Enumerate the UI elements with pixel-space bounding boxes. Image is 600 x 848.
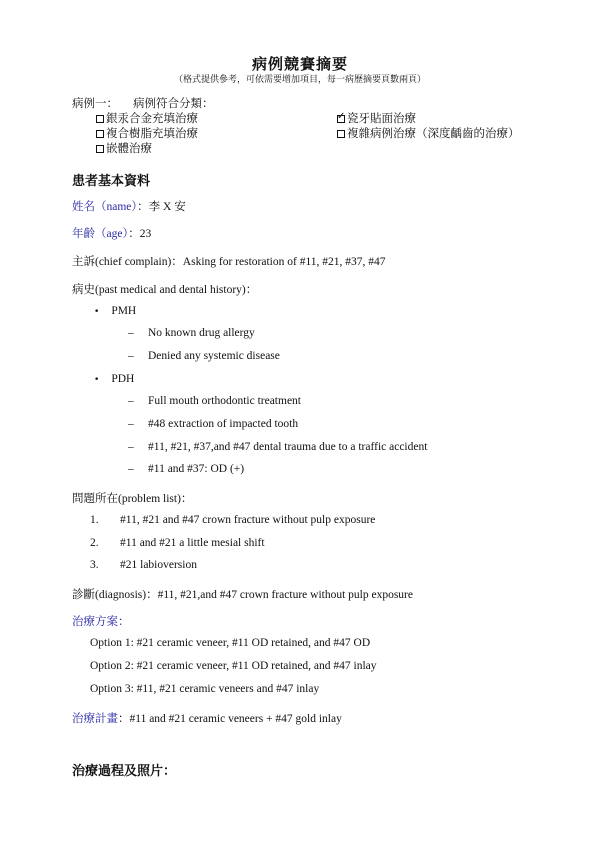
list-item: – Denied any systemic disease: [128, 350, 280, 362]
bullet-icon: •: [94, 307, 100, 317]
problem-item: 2. #11 and #21 a little mesial shift: [90, 537, 265, 549]
age-label: 年齡（age）: [72, 228, 129, 240]
age-row: [72, 225, 151, 241]
problem-item: 3. #21 labioversion: [90, 559, 197, 571]
page-subtitle: （格式提供參考，可依需要增加項目，每一病歷摘要頁數兩頁）: [173, 74, 426, 84]
dash-icon: –: [128, 441, 134, 453]
checkbox[interactable]: [96, 115, 104, 123]
age-value: 23: [139, 228, 152, 240]
checkbox[interactable]: [96, 130, 104, 138]
plan-sep: ：: [118, 713, 130, 725]
list-item: – #48 extraction of impacted tooth: [128, 418, 299, 430]
dash-icon: –: [128, 418, 134, 430]
option-composite[interactable]: [96, 125, 198, 141]
treatment-plan: [72, 710, 342, 726]
plan-label: 治療計畫: [72, 713, 118, 725]
pmh-item: [94, 305, 136, 317]
pdh-label: PDH: [111, 373, 135, 385]
dash-icon: –: [128, 395, 134, 407]
name-sep: ：: [137, 201, 149, 213]
option-inlay[interactable]: [96, 140, 152, 156]
age-sep: ：: [128, 228, 140, 240]
dash-icon: –: [128, 350, 134, 362]
treatment-option: Option 2: #21 ceramic veneer, #11 OD retained, and #47 inlay: [90, 660, 377, 672]
option-label: 銀汞合金充填治療: [106, 113, 198, 125]
checkbox[interactable]: [337, 130, 345, 138]
treatment-options-heading: 治療方案：: [72, 616, 130, 628]
option-label: 嵌體治療: [106, 143, 152, 155]
option-amalgam[interactable]: [96, 110, 198, 126]
chief-complain: 主訴(chief complain)：Asking for restoration of #11, #21, #37, #47: [72, 256, 386, 268]
pmh-label: PMH: [111, 305, 137, 317]
category-label: 病例符合分類：: [133, 98, 214, 110]
list-item: – No known drug allergy: [128, 327, 255, 339]
history-heading: 病史(past medical and dental history)：: [72, 284, 258, 296]
list-item: – #11 and #37: OD (+): [128, 463, 245, 475]
list-item: – Full mouth orthodontic treatment: [128, 395, 301, 407]
patient-heading: 患者基本資料: [72, 173, 151, 188]
problem-heading: 問題所在(problem list)：: [72, 493, 193, 505]
dash-icon: –: [128, 327, 134, 339]
problem-item: 1. #11, #21 and #47 crown fracture without pulp exposure: [90, 514, 376, 526]
process-heading: 治療過程及照片：: [72, 763, 177, 778]
option-label: 瓷牙貼面治療: [347, 113, 416, 125]
treatment-option: Option 3: #11, #21 ceramic veneers and #47 inlay: [90, 683, 320, 695]
checkbox-checked[interactable]: [337, 115, 345, 123]
case-label: 病例一：: [72, 98, 118, 110]
name-value: 李 X 安: [148, 201, 186, 213]
dash-icon: –: [128, 463, 134, 475]
name-label: 姓名（name）: [72, 201, 138, 213]
option-complex[interactable]: [337, 125, 520, 141]
page-title: 病例競賽摘要: [251, 57, 348, 73]
list-item: – #11, #21, #37,and #47 dental trauma due to a traffic accident: [128, 441, 428, 453]
option-veneer[interactable]: [337, 110, 416, 126]
plan-value: #11 and #21 ceramic veneers + #47 gold inlay: [129, 713, 342, 725]
bullet-icon: •: [94, 375, 100, 385]
option-label: 複合樹脂充填治療: [106, 128, 198, 140]
pdh-item: [94, 373, 134, 385]
treatment-option: Option 1: #21 ceramic veneer, #11 OD retained, and #47 OD: [90, 637, 371, 649]
option-label: 複雜病例治療（深度齲齒的治療）: [347, 128, 520, 140]
checkbox[interactable]: [96, 145, 104, 153]
name-row: [72, 198, 186, 214]
diagnosis: 診斷(diagnosis)：#11, #21,and #47 crown fracture without pulp exposure: [72, 589, 413, 601]
